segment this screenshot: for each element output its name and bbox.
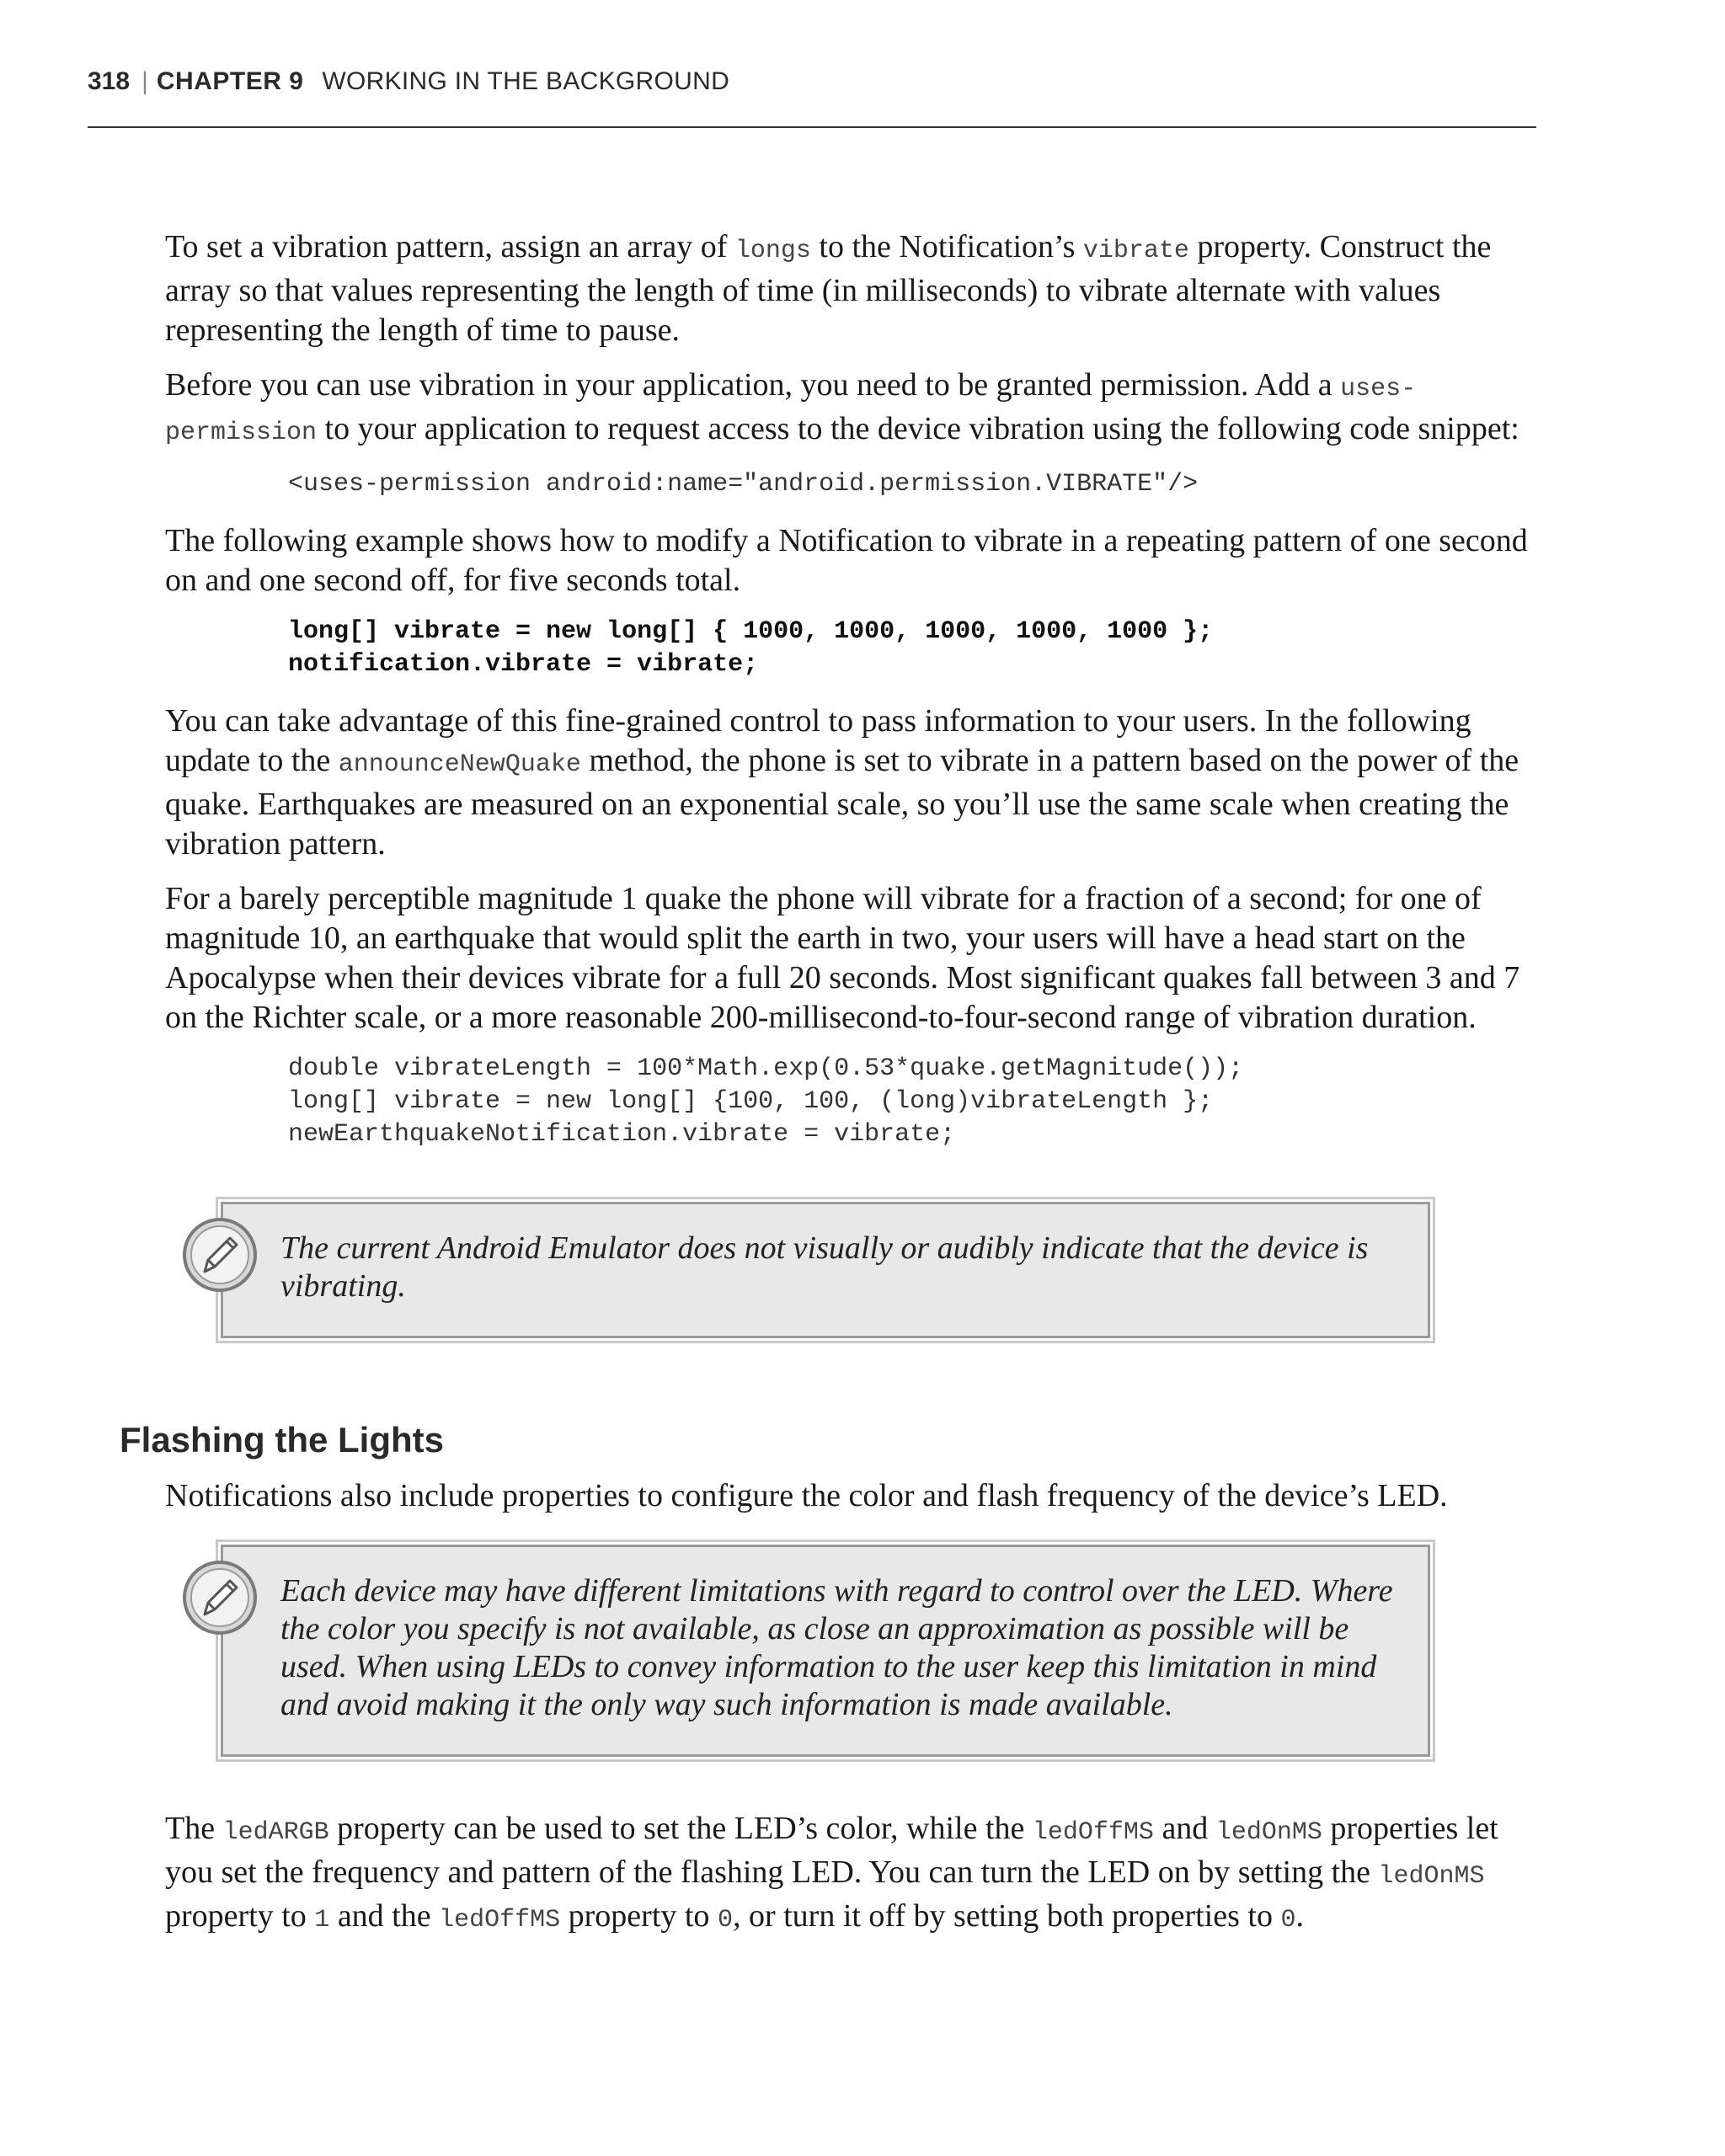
inline-code: uses-permission — [165, 375, 1417, 447]
header-separator: | — [142, 67, 148, 95]
inline-code: ledOnMS — [1378, 1862, 1485, 1891]
paragraph-permission: Before you can use vibration in your application, you need to be granted permission. Add a uses-permission to your application to request access to the device vibration using the following code snippet: — [165, 367, 1519, 447]
page-number: 318 — [88, 67, 131, 95]
paragraph-example: The following example shows how to modify a Notification to vibrate in a repeating pattern of one second on and one second off, for five seconds total. — [165, 523, 1528, 598]
code-block-permission: <uses-permission android:name="android.permission.VIBRATE"/> — [288, 470, 1199, 499]
inline-code: 1 — [314, 1906, 330, 1935]
pencil-icon — [181, 1216, 259, 1294]
inline-code: longs — [734, 237, 811, 265]
inline-code: ledOffMS — [439, 1906, 561, 1935]
inline-code: ledOffMS — [1032, 1818, 1154, 1847]
inline-code: announceNewQuake — [338, 750, 581, 779]
inline-code: ledARGB — [222, 1818, 329, 1847]
code-block-vibrate-length: double vibrateLength = 100*Math.exp(0.53*quake.getMagnitude()); long[] vibrate = new long[] {100, 100, (long)vibrateLength }; newEarthquakeNotification.vibrate = vibrate; — [288, 1054, 1244, 1149]
paragraph-led-properties: The ledARGB property can be used to set the LED’s color, while the ledOffMS and ledOnMS properties let you set the frequency and pattern of the flashing LED. You can turn the LED on by setting the ledOnMS property to 1 and the ledOffMS property to 0, or turn it off by setting both properties to 0. — [165, 1811, 1498, 1935]
chapter-label: CHAPTER 9 — [156, 67, 304, 95]
inline-code: ledOnMS — [1215, 1818, 1322, 1847]
inline-code: 0 — [1280, 1906, 1296, 1935]
chapter-title: WORKING IN THE BACKGROUND — [322, 67, 730, 95]
note-text: Each device may have different limitations with regard to control over the LED. Where the color you specify is not available, as close an approximation as possible will be used. When using LEDs to convey information to the user keep this limitation in mind and avoid making it the only way such information is made available. — [280, 1573, 1393, 1722]
running-header — [88, 67, 729, 96]
pencil-icon — [181, 1559, 259, 1636]
page-content — [120, 227, 1540, 1956]
note-box-emulator — [221, 1202, 1430, 1338]
paragraph-led-intro: Notifications also include properties to configure the color and flash frequency of the device’s LED. — [165, 1478, 1448, 1513]
note-text: The current Android Emulator does not visually or audibly indicate that the device is vibrating. — [280, 1230, 1369, 1304]
inline-code: 0 — [717, 1906, 733, 1935]
paragraph-fine-grained: You can take advantage of this fine-grained control to pass information to your users. In the following update to the announceNewQuake method, the phone is set to vibrate in a pattern based on the power of the quake. Earthquakes are measured on an exponential scale, so you’ll use the same scale when creating the vibration pattern. — [165, 703, 1519, 862]
section-heading: Flashing the Lights — [120, 1420, 444, 1460]
note-box-led — [221, 1545, 1430, 1757]
header-rule — [88, 126, 1536, 128]
code-block-vibrate-example: long[] vibrate = new long[] { 1000, 1000, 1000, 1000, 1000 }; notification.vibrate = vibrate; — [288, 617, 1214, 679]
paragraph-magnitude: For a barely perceptible magnitude 1 quake the phone will vibrate for a fraction of a second; for one of magnitude 10, an earthquake that would split the earth in two, your users will have a head start on the Apocalypse when their devices vibrate for a full 20 seconds. Most significant quakes fall between 3 and 7 on the Richter scale, or a more reasonable 200-millisecond-to-four-second range of vibration duration. — [165, 881, 1520, 1035]
inline-code: vibrate — [1082, 237, 1189, 265]
paragraph-vibration-pattern: To set a vibration pattern, assign an array of longs to the Notification’s vibrate property. Construct the array so that values representing the length of time (in milliseconds) to vibrate alternate with values representing the length of time to pause. — [165, 229, 1492, 348]
